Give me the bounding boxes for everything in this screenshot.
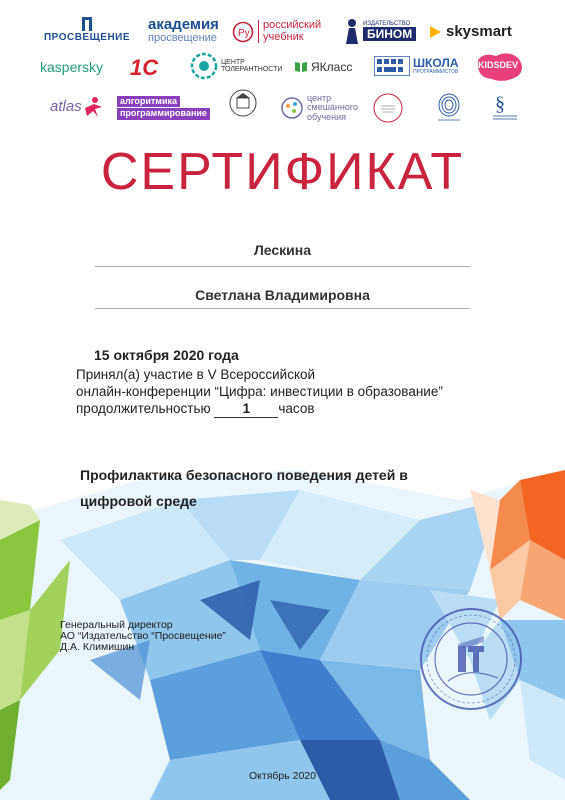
signer-block (60, 620, 226, 653)
partner-logos (0, 0, 565, 130)
ros-text-top: российский (263, 19, 322, 31)
svg-text:Ру: Ру (238, 27, 250, 39)
round-seal-icon (372, 92, 404, 124)
duration-prefix: продолжительностью (76, 401, 215, 416)
logo-kaspersky (40, 60, 103, 75)
js-monogram-icon (492, 90, 518, 122)
logo-binom (344, 18, 416, 44)
event-date: 15 октября 2020 года (94, 347, 239, 363)
certificate-body (76, 347, 443, 418)
atlas-text: atlas (50, 98, 82, 116)
ros-text-bottom: учебник (263, 30, 304, 43)
prosveshchenie-emblem-icon (74, 17, 100, 33)
shkola-text: ШКОЛА (413, 56, 459, 71)
blended-learning-icon (280, 96, 304, 120)
kaspersky-text: kaspersky (40, 59, 104, 75)
logo-js-emblem (492, 90, 518, 122)
keyboard-grid-icon (374, 56, 410, 76)
binom-subtext: ИЗДАТЕЛЬСТВО (363, 20, 411, 27)
participation-line: Принял(а) участие в V Всероссийской (76, 367, 316, 382)
duration-suffix: часов (278, 401, 315, 416)
signer-position: Генеральный директор (60, 619, 173, 631)
kidsdev-text: KIDSDEV (478, 60, 519, 70)
company-stamp (418, 606, 524, 712)
tol-text-bottom: ТОЛЕРАНТНОСТИ (221, 66, 283, 73)
logo-prosveshchenie (42, 17, 132, 44)
akademiya-text: академия (148, 16, 219, 33)
centr-text-mid: смешанного (307, 102, 358, 113)
certificate-title: СЕРТИФИКАТ (100, 143, 465, 201)
logo-shkola-programmistov (374, 56, 459, 76)
logo-algoritmika (117, 96, 210, 120)
certificate-topic: Профилактика безопасного поведения детей в цифровой среде (80, 467, 408, 509)
issue-date: Октябрь 2020 (249, 770, 316, 782)
conference-line: онлайн-конференции “Цифра: инвестиции в образование” (76, 384, 443, 399)
svg-text:§: § (495, 93, 505, 115)
logo-university-emblem (228, 88, 258, 120)
shkola-subtext: ПРОГРАММИСТОВ (413, 68, 459, 75)
university-crest-icon (228, 88, 258, 120)
tolerance-circle-icon (190, 52, 218, 80)
duration-line (76, 400, 443, 418)
ru-emblem-icon (232, 21, 254, 43)
akademiya-subtext: просвещение (148, 31, 217, 44)
logo-yaklass (294, 61, 352, 74)
logo-atlas (50, 96, 104, 118)
binom-figure-icon (344, 18, 360, 44)
logo-1c (130, 56, 158, 79)
book-icon (294, 61, 308, 73)
tol-text-top: ЦЕНТР (221, 58, 245, 66)
logo-kidsdev (474, 52, 524, 82)
given-names-underline (95, 308, 470, 309)
algo-text: алгоритмика (117, 96, 180, 107)
logo-skysmart (428, 24, 512, 40)
fingerprint-icon (436, 92, 462, 122)
prosveshchenie-text: ПРОСВЕЩЕНИЕ (43, 32, 131, 43)
signer-name: Д.А. Климишин (60, 641, 135, 653)
logo-round-seal-1 (372, 92, 404, 124)
algo-subtext: программирование (117, 108, 210, 119)
logo-fingerprint (436, 92, 462, 122)
recipient-given-names: Светлана Владимировна (195, 287, 370, 303)
logo-rossiyskiy-uchebnik (232, 20, 321, 43)
surname-underline (95, 266, 470, 267)
duration-hours: 1 (214, 400, 278, 418)
onec-text: 1С (130, 55, 159, 80)
centr-text-top: центр (307, 93, 332, 103)
centr-text-bottom: обучения (307, 111, 347, 122)
yaklass-text: ЯКласс (311, 60, 353, 74)
logo-centr-smeshannogo (280, 94, 358, 122)
logo-tolerantnosti (190, 52, 282, 80)
recipient-surname: Лескина (253, 242, 312, 258)
skysmart-play-icon (428, 25, 442, 39)
skysmart-text: skysmart (446, 23, 512, 40)
signer-company: АО “Издательство “Просвещение” (60, 630, 226, 642)
binom-text: БИНОМ (363, 27, 416, 42)
atlas-figure-icon (82, 96, 104, 118)
logo-akademiya (148, 17, 219, 44)
